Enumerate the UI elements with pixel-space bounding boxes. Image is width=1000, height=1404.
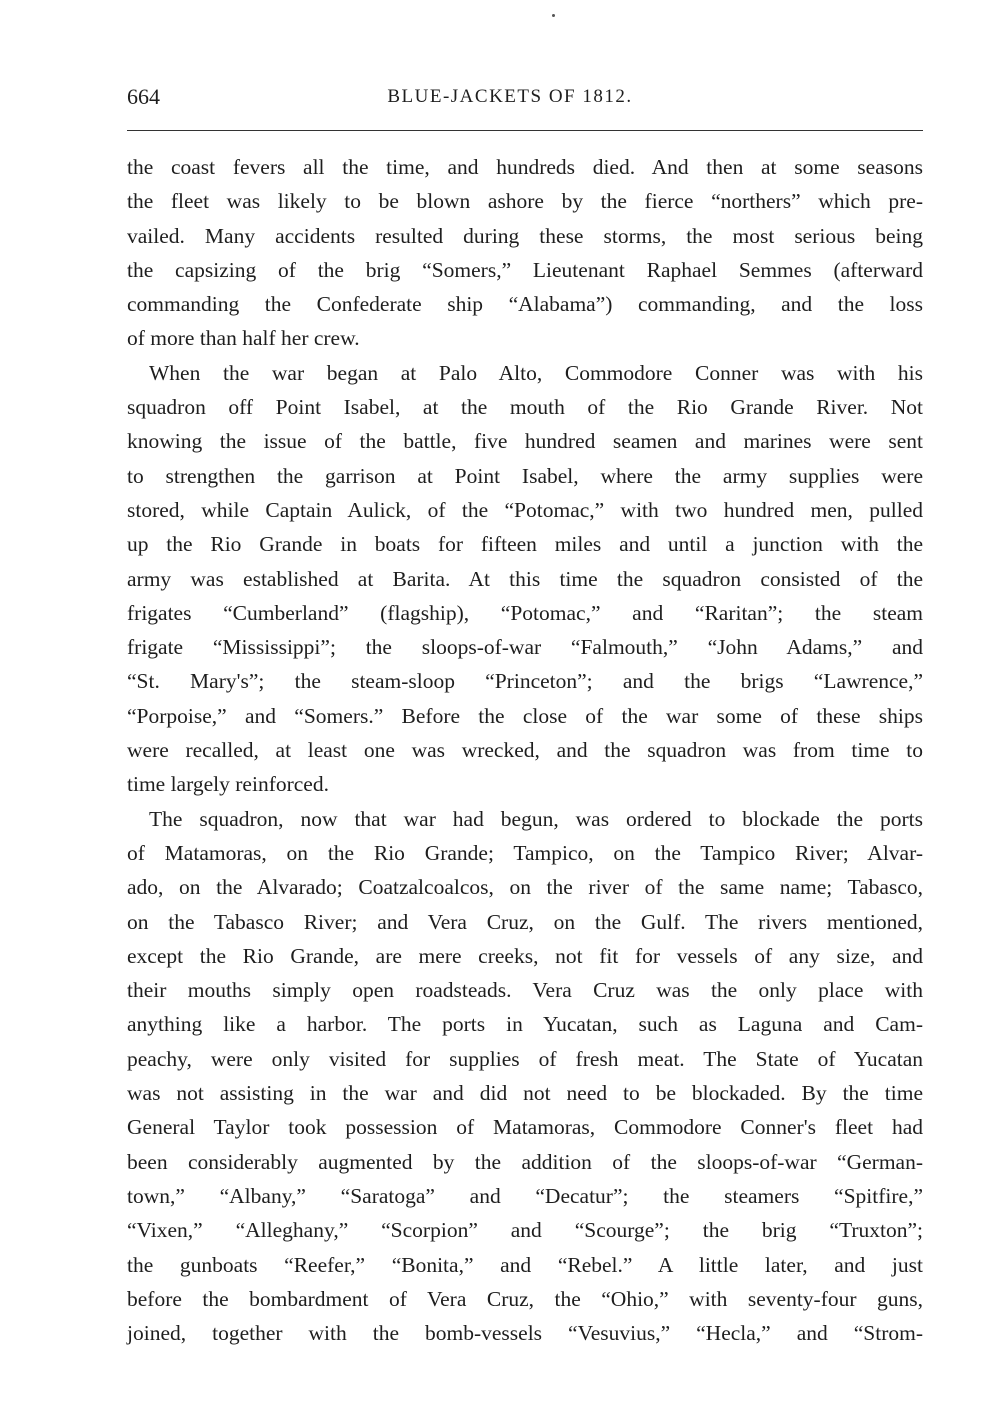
text-line: When the war began at Palo Alto, Commodore Conner was with his <box>149 360 923 385</box>
page-number: 664 <box>127 84 160 109</box>
paragraph <box>127 150 923 356</box>
text-line: the gunboats “Reefer,” “Bonita,” and “Rebel.” A little later, and just <box>127 1252 923 1277</box>
header-rule <box>127 130 923 131</box>
text-line: to strengthen the garrison at Point Isabel, where the army supplies were <box>127 463 923 488</box>
text-line: commanding the Confederate ship “Alabama”) commanding, and the loss <box>127 292 923 317</box>
text-line: of more than half her crew. <box>127 326 360 351</box>
text-line: squadron off Point Isabel, at the mouth of the Rio Grande River. Not <box>127 395 923 420</box>
text-line: peachy, were only visited for supplies of fresh meat. The State of Yucatan <box>127 1046 923 1071</box>
text-line: anything like a harbor. The ports in Yucatan, such as Laguna and Cam- <box>127 1012 923 1037</box>
text-line: before the bombardment of Vera Cruz, the “Ohio,” with seventy-four guns, <box>127 1286 923 1311</box>
text-line: “Vixen,” “Alleghany,” “Scorpion” and “Scourge”; the brig “Truxton”; <box>127 1218 923 1243</box>
text-line: vailed. Many accidents resulted during these storms, the most serious being <box>127 223 923 248</box>
text-line: of Matamoras, on the Rio Grande; Tampico, on the Tampico River; Alvar- <box>127 840 923 865</box>
text-line: was not assisting in the war and did not need to be blockaded. By the time <box>127 1081 923 1106</box>
text-line: knowing the issue of the battle, five hundred seamen and marines were sent <box>127 429 923 454</box>
text-line: up the Rio Grande in boats for fifteen miles and until a junction with the <box>127 532 923 557</box>
text-line: The squadron, now that war had begun, was ordered to blockade the ports <box>149 806 923 831</box>
text-line: stored, while Captain Aulick, of the “Potomac,” with two hundred men, pulled <box>127 497 923 522</box>
running-title: BLUE-JACKETS OF 1812. <box>387 86 633 107</box>
text-line: the capsizing of the brig “Somers,” Lieutenant Raphael Semmes (afterward <box>127 257 923 282</box>
text-line: were recalled, at least one was wrecked, and the squadron was from time to <box>127 738 923 763</box>
text-line: frigates “Cumberland” (flagship), “Potomac,” and “Raritan”; the steam <box>127 600 923 625</box>
scan-speck <box>552 14 555 17</box>
text-line: the coast fevers all the time, and hundreds died. And then at some seasons <box>127 155 923 179</box>
text-line: frigate “Mississippi”; the sloops-of-war “Falmouth,” “John Adams,” and <box>127 635 923 660</box>
text-line: their mouths simply open roadsteads. Vera Cruz was the only place with <box>127 978 923 1003</box>
text-line: ado, on the Alvarado; Coatzalcoalcos, on the river of the same name; Tabasco, <box>127 875 923 900</box>
text-line: town,” “Albany,” “Saratoga” and “Decatur”; the steamers “Spitfire,” <box>127 1183 923 1208</box>
text-line: army was established at Barita. At this time the squadron consisted of the <box>127 566 923 591</box>
paragraph <box>127 356 923 802</box>
text-line: on the Tabasco River; and Vera Cruz, on the Gulf. The rivers mentioned, <box>127 909 923 934</box>
text-line: “St. Mary's”; the steam-sloop “Princeton”; and the brigs “Lawrence,” <box>127 669 923 694</box>
text-line: joined, together with the bomb-vessels “Vesuvius,” “Hecla,” and “Strom- <box>127 1321 923 1346</box>
paragraph <box>127 802 923 1351</box>
text-line: been considerably augmented by the addition of the sloops-of-war “German- <box>127 1149 923 1174</box>
text-line: the fleet was likely to be blown ashore by the fierce “northers” which pre- <box>127 189 923 214</box>
text-line: “Porpoise,” and “Somers.” Before the close of the war some of these ships <box>127 703 923 728</box>
text-line: time largely reinforced. <box>127 772 329 797</box>
page-body <box>127 150 923 1350</box>
text-line: General Taylor took possession of Matamoras, Commodore Conner's fleet had <box>127 1115 923 1140</box>
text-line: except the Rio Grande, are mere creeks, not fit for vessels of any size, and <box>127 943 923 968</box>
